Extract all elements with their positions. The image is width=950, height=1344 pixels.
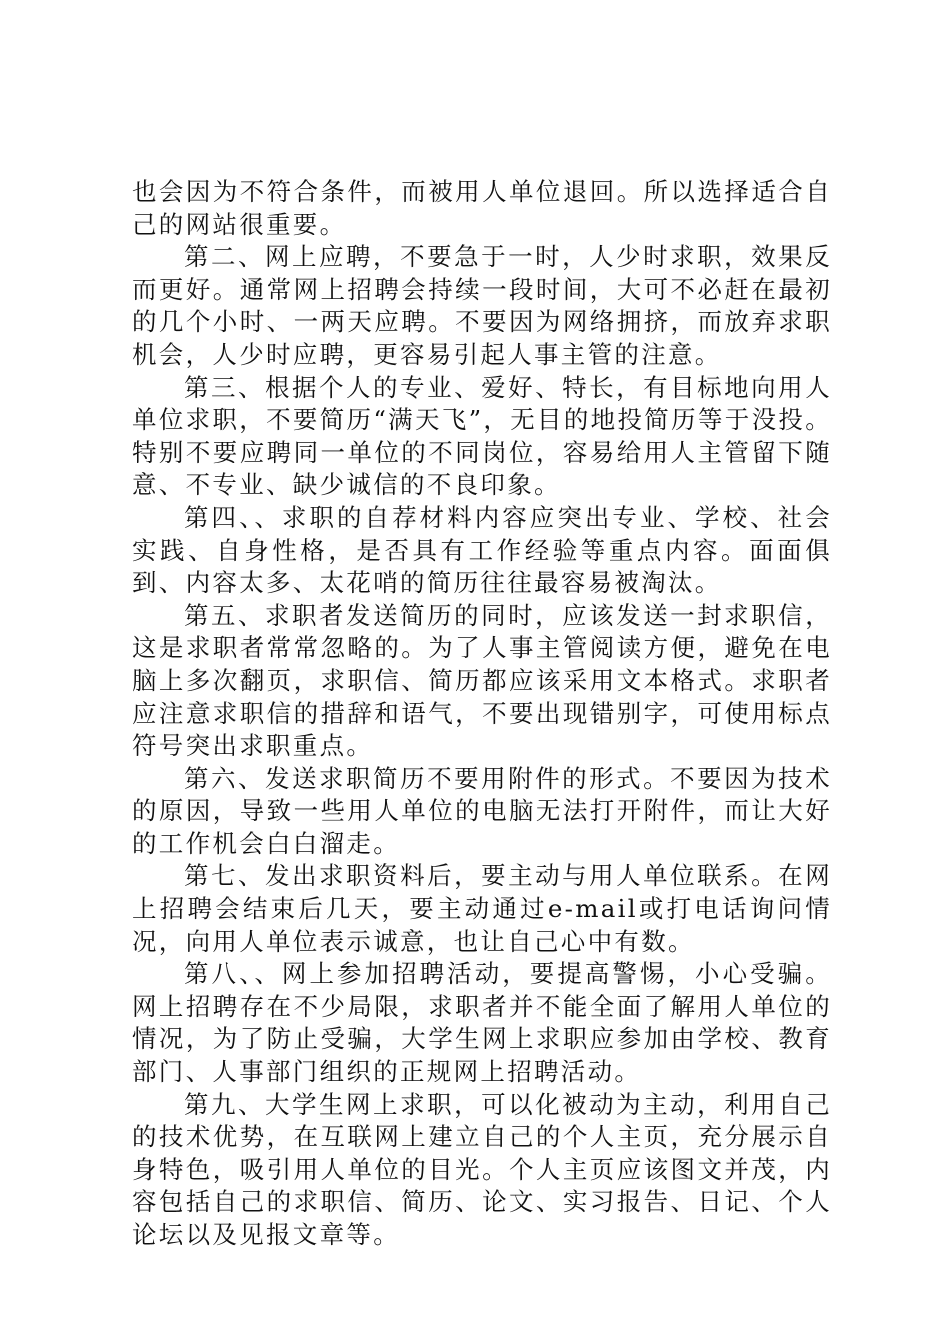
paragraph-ninth-point: 第九、大学生网上求职，可以化被动为主动，利用自己的技术优势，在互联网上建立自己的个人主页，充分展示自身特色，吸引用人单位的目光。个人主页应该图文并茂，内容包括自己的求职信、简历、论文、实习报告、日记、个人论坛以及见报文章等。: [132, 1089, 832, 1249]
paragraph-fourth-point: 第四、、求职的自荐材料内容应突出专业、学校、社会实践、自身性格，是否具有工作经验等重点内容。面面俱到、内容太多、太花哨的简历往往最容易被淘汰。: [132, 502, 832, 598]
paragraph-eighth-point: 第八、、网上参加招聘活动，要提高警惕，小心受骗。网上招聘存在不少局限，求职者并不能全面了解用人单位的情况，为了防止受骗，大学生网上求职应参加由学校、教育部门、人事部门组织的正规网上招聘活动。: [132, 959, 832, 1087]
paragraph-sixth-point: 第六、发送求职简历不要用附件的形式。不要因为技术的原因，导致一些用人单位的电脑无法打开附件，而让大好的工作机会白白溜走。: [132, 763, 832, 858]
paragraph-continuation: 也会因为不符合条件，而被用人单位退回。所以选择适合自己的网站很重要。: [132, 177, 832, 239]
paragraph-seventh-point: 第七、发出求职资料后，要主动与用人单位联系。在网上招聘会结束后几天，要主动通过e-mail或打电话询问情况，向用人单位表示诚意，也让自己心中有数。: [132, 861, 832, 956]
document-body: [132, 176, 832, 1252]
paragraph-fifth-point: 第五、求职者发送简历的同时，应该发送一封求职信，这是求职者常常忽略的。为了人事主管阅读方便，避免在电脑上多次翻页，求职信、简历都应该采用文本格式。求职者应注意求职信的措辞和语气，不要出现错别字，可使用标点符号突出求职重点。: [132, 600, 832, 761]
paragraph-third-point: 第三、根据个人的专业、爱好、特长，有目标地向用人单位求职，不要简历“满天飞”，无目的地投简历等于没投。特别不要应聘同一单位的不同岗位，容易给用人主管留下随意、不专业、缺少诚信的不良印象。: [132, 372, 832, 500]
paragraph-second-point: 第二、网上应聘，不要急于一时，人少时求职，效果反而更好。通常网上招聘会持续一段时间，大可不必赶在最初的几个小时、一两天应聘。不要因为网络拥挤，而放弃求职机会，人少时应聘，更容易引起人事主管的注意。: [132, 242, 832, 369]
